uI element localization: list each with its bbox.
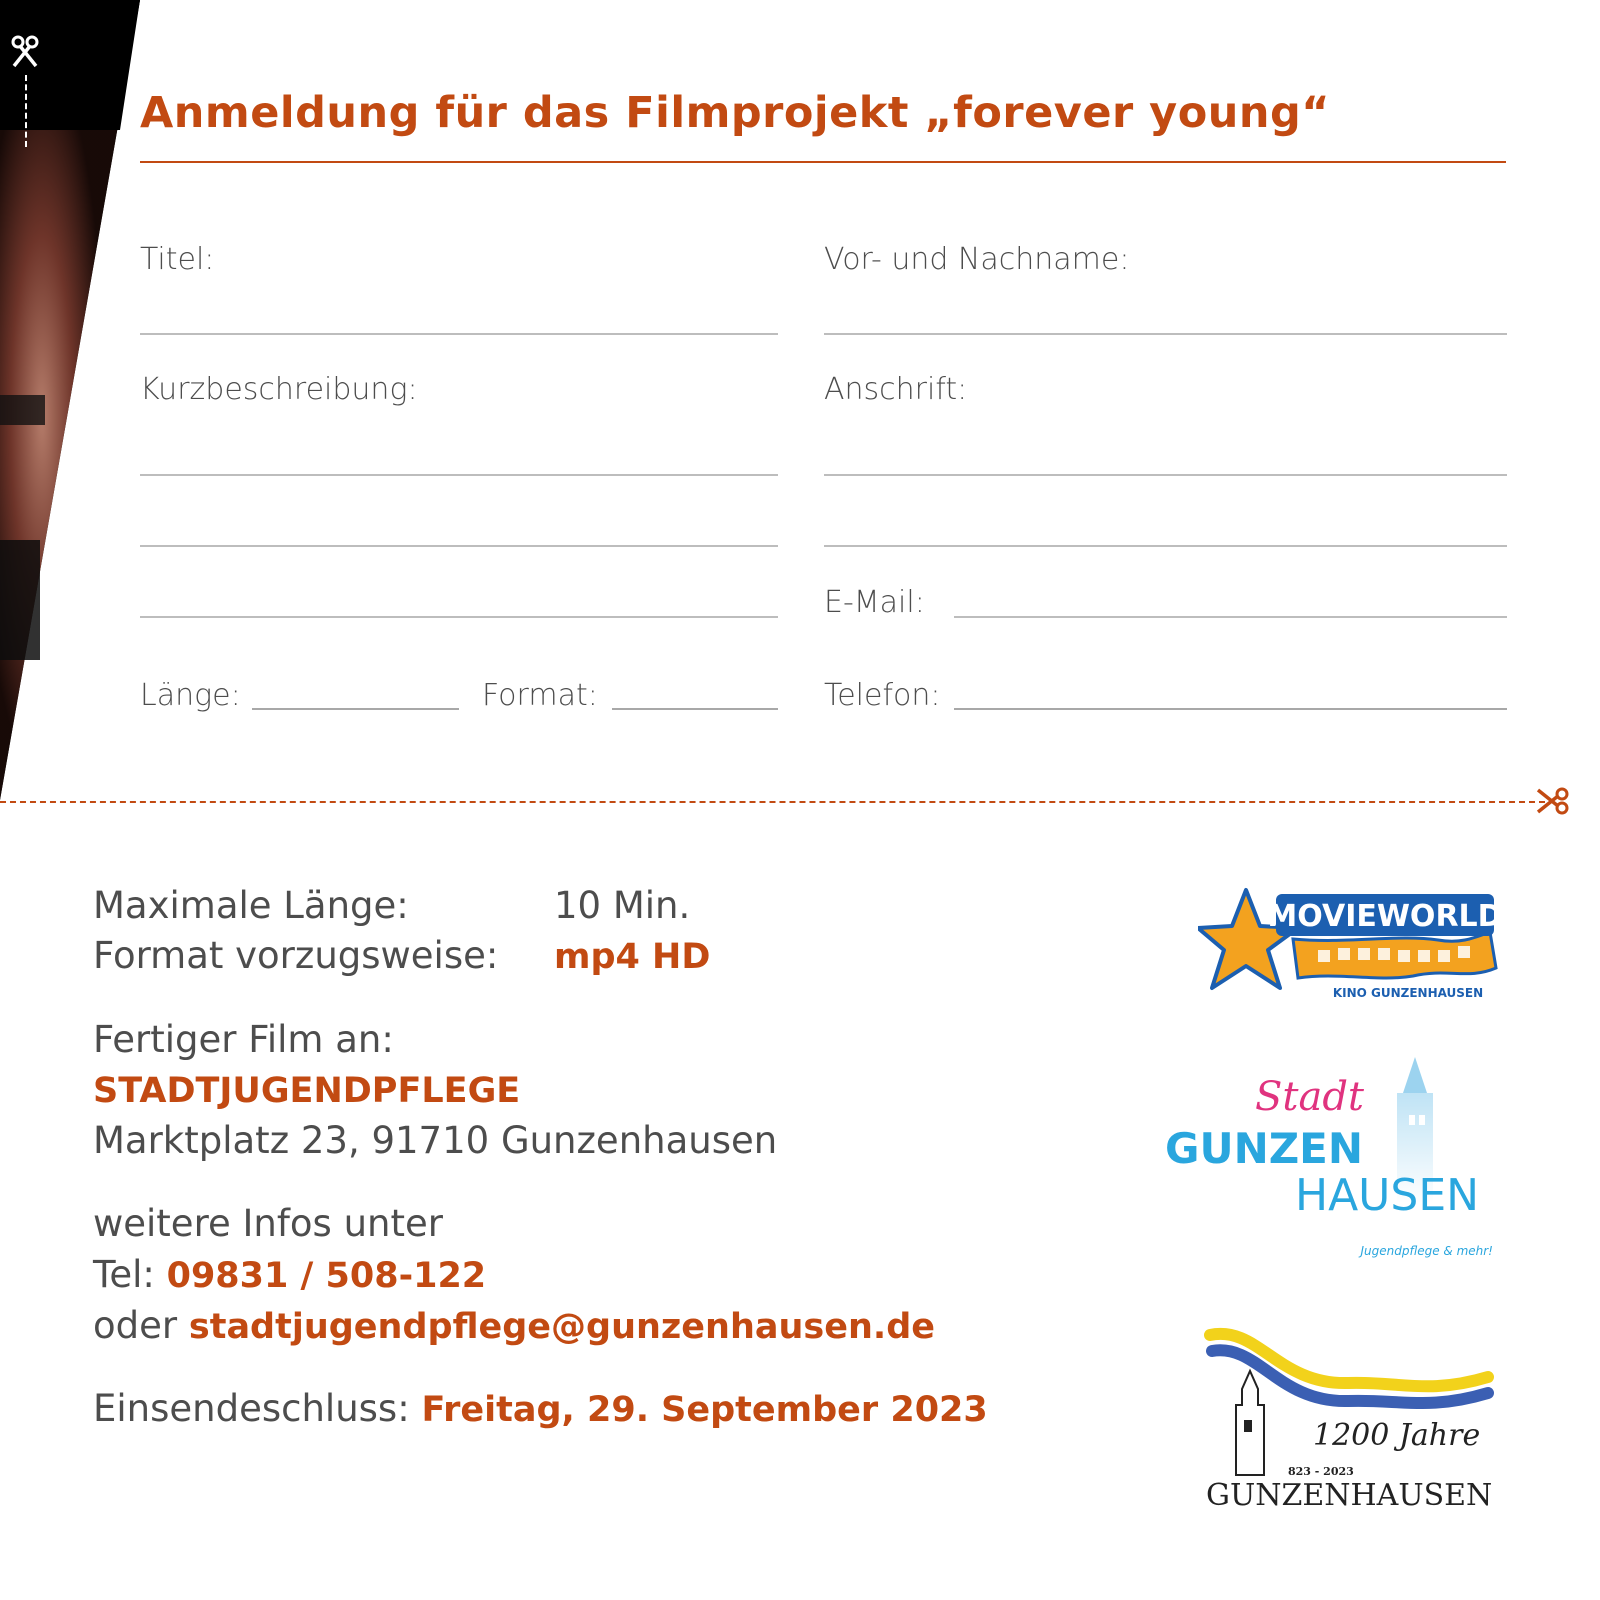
deadline-value: Freitag, 29. September 2023	[421, 1390, 988, 1430]
jubilee-years: 823 - 2023	[1288, 1465, 1354, 1478]
tel-row	[93, 1253, 486, 1296]
email-field[interactable]	[954, 616, 1507, 618]
anschrift-field-1[interactable]	[824, 474, 1507, 476]
cut-line	[0, 801, 1545, 803]
photo-strip	[0, 0, 140, 810]
email-row	[93, 1304, 935, 1347]
gunzen-text: GUNZEN	[1165, 1124, 1364, 1173]
contact-email[interactable]: stadtjugendpflege@gunzenhausen.de	[188, 1307, 935, 1347]
stadt-gunzenhausen-logo	[1165, 1055, 1505, 1265]
tel-value[interactable]: 09831 / 508-122	[166, 1256, 487, 1296]
format-label: Format:	[482, 678, 598, 713]
kurzbeschreibung-field-3[interactable]	[140, 616, 778, 618]
titel-label: Titel:	[140, 242, 215, 277]
movieworld-sub: KINO GUNZENHAUSEN	[1332, 986, 1484, 1000]
jubilee-logo	[1198, 1325, 1508, 1515]
stadt-script: Stadt	[1255, 1074, 1365, 1120]
name-label: Vor- und Nachname:	[824, 242, 1130, 277]
titel-field[interactable]	[140, 333, 778, 335]
movieworld-logo	[1198, 884, 1508, 1008]
telefon-field[interactable]	[954, 708, 1507, 710]
anschrift-label: Anschrift:	[824, 372, 968, 407]
recipient: STADTJUGENDPFLEGE	[93, 1071, 521, 1111]
kurzbeschreibung-label: Kurzbeschreibung:	[140, 372, 418, 407]
anschrift-field-2[interactable]	[824, 545, 1507, 547]
hausen-text: HAUSEN	[1295, 1170, 1480, 1221]
movieworld-title: MOVIEWORLD	[1267, 899, 1503, 934]
title-divider	[140, 161, 1506, 163]
format-pref-label: Format vorzugsweise:	[93, 934, 499, 977]
kurzbeschreibung-field-2[interactable]	[140, 545, 778, 547]
jubilee-town: GUNZENHAUSEN	[1206, 1478, 1493, 1513]
more-info: weitere Infos unter	[93, 1202, 443, 1245]
scissors-icon	[10, 34, 42, 68]
laenge-field[interactable]	[252, 708, 459, 710]
send-label: Fertiger Film an:	[93, 1018, 394, 1061]
laenge-label: Länge:	[140, 678, 241, 713]
cut-guide-vertical	[25, 75, 27, 147]
deadline-row	[93, 1387, 988, 1430]
telefon-label: Telefon:	[824, 678, 941, 713]
jubilee-text: 1200 Jahre	[1313, 1418, 1481, 1453]
deadline-label: Einsendeschluss:	[93, 1387, 410, 1430]
tel-label: Tel:	[93, 1253, 155, 1296]
max-length-value: 10 Min.	[554, 884, 691, 927]
format-pref-value: mp4 HD	[554, 937, 711, 977]
name-field[interactable]	[824, 333, 1507, 335]
or-label: oder	[93, 1304, 178, 1347]
scissors-icon	[1535, 785, 1571, 817]
address: Marktplatz 23, 91710 Gunzenhausen	[93, 1119, 778, 1162]
kurzbeschreibung-field-1[interactable]	[140, 474, 778, 476]
form-title: Anmeldung für das Filmprojekt „forever young“	[140, 88, 1331, 138]
format-field[interactable]	[612, 708, 778, 710]
jugendpflege-text: Jugendpflege & mehr!	[1360, 1244, 1493, 1258]
max-length-label: Maximale Länge:	[93, 884, 409, 927]
email-label: E-Mail:	[824, 585, 925, 620]
